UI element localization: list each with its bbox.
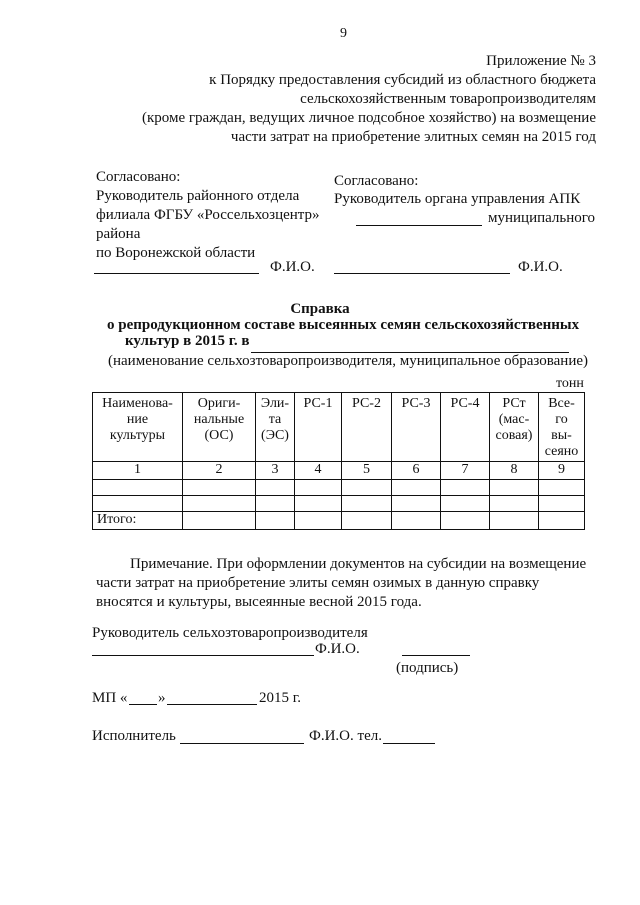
header-text: РС-1	[303, 396, 333, 411]
table-cell[interactable]	[93, 480, 183, 496]
header-text: РС-2	[352, 396, 381, 411]
column-number: 5	[342, 462, 392, 480]
table-cell[interactable]	[183, 480, 256, 496]
table-cell[interactable]	[342, 480, 392, 496]
header-text: та	[268, 412, 282, 427]
column-number: 6	[392, 462, 441, 480]
stamp-label: МП «	[92, 690, 128, 706]
table-cell[interactable]	[490, 496, 539, 512]
header-cell	[392, 393, 441, 462]
header-text: (ЭС)	[261, 428, 289, 443]
column-number: 7	[441, 462, 490, 480]
table-cell[interactable]	[256, 512, 295, 530]
header-text: Эли-	[260, 396, 290, 411]
approval-right-fio: Ф.И.О.	[518, 259, 563, 275]
approval-left-line: филиала ФГБУ «Россельхозцентр»	[96, 207, 320, 223]
table-cell[interactable]	[93, 496, 183, 512]
doc-title: Справка	[290, 301, 350, 317]
header-text: совая)	[495, 428, 533, 443]
header-text: го	[555, 412, 568, 427]
header-cell	[295, 393, 342, 462]
table-cell[interactable]	[392, 512, 441, 530]
executor-label: Исполнитель	[92, 728, 176, 744]
header-cell	[256, 393, 295, 462]
header-text: Все-	[548, 396, 575, 411]
approval-right-agreed: Согласовано:	[334, 173, 419, 189]
table-cell[interactable]	[539, 512, 585, 530]
header-text: вы-	[551, 428, 572, 443]
head-fio: Ф.И.О.	[315, 641, 360, 657]
stamp-mid: »	[158, 690, 166, 706]
approval-left	[96, 168, 320, 263]
stamp-year: 2015 г.	[259, 690, 301, 706]
approval-left-agreed: Согласовано:	[96, 169, 181, 185]
header-text: (ОС)	[204, 428, 234, 443]
table-header-row	[93, 393, 585, 462]
approval-left-line: по Воронежской области	[96, 245, 256, 261]
approval-left-fio: Ф.И.О.	[270, 259, 315, 275]
month-line	[167, 704, 257, 705]
appendix-header	[142, 52, 596, 147]
table-cell[interactable]	[490, 480, 539, 496]
appendix-line: (кроме граждан, ведущих личное подсобное хозяйство) на возмещение	[141, 110, 596, 126]
header-text: Ориги-	[197, 396, 241, 411]
table-cell[interactable]	[342, 496, 392, 512]
signature-line	[334, 273, 510, 274]
column-number: 1	[93, 462, 183, 480]
approval-left-line: Руководитель районного отдела	[96, 188, 300, 204]
head-label: Руководитель сельхозтоваропроизводителя	[92, 625, 368, 641]
executor-fio: Ф.И.О. тел.	[309, 728, 382, 744]
header-cell	[183, 393, 256, 462]
column-number: 9	[539, 462, 585, 480]
header-cell	[93, 393, 183, 462]
table-row	[93, 496, 585, 512]
header-text: сеяно	[544, 444, 579, 459]
day-line	[129, 704, 157, 705]
header-cell	[441, 393, 490, 462]
column-number: 4	[295, 462, 342, 480]
table-cell[interactable]	[441, 480, 490, 496]
table-cell[interactable]	[295, 480, 342, 496]
column-number: 8	[490, 462, 539, 480]
header-cell	[490, 393, 539, 462]
table-cell[interactable]	[539, 496, 585, 512]
appendix-line: к Порядку предоставления субсидий из областного бюджета	[209, 72, 596, 88]
header-text: (мас-	[498, 412, 530, 427]
page-number: 9	[340, 26, 347, 41]
note-line: Примечание. При оформлении документов на субсидии на возмещение	[130, 556, 587, 572]
table-cell[interactable]	[256, 496, 295, 512]
table-cell[interactable]	[183, 496, 256, 512]
executor-line	[180, 743, 304, 744]
table-number-row	[93, 462, 585, 480]
crop-table	[92, 392, 585, 530]
column-number: 2	[183, 462, 256, 480]
header-text: ние	[126, 412, 149, 427]
approval-right-line2: муниципального	[488, 210, 596, 226]
signature-line	[92, 655, 314, 656]
appendix-line: части затрат на приобретение элитных семян на 2015 год	[230, 129, 596, 145]
table-cell[interactable]	[441, 496, 490, 512]
signature-line	[356, 225, 482, 226]
table-cell[interactable]	[342, 512, 392, 530]
header-cell	[342, 393, 392, 462]
table-total-row	[93, 512, 585, 530]
table-cell[interactable]	[490, 512, 539, 530]
approval-right-line1: Руководитель органа управления АПК	[334, 191, 581, 207]
signature-line	[402, 655, 470, 656]
sign-label: (подпись)	[396, 660, 459, 676]
table-row	[93, 480, 585, 496]
signature-line	[94, 273, 259, 274]
doc-subtitle: (наименование сельхозтоваропроизводителя, муниципальное образование)	[108, 353, 588, 369]
note-line: вносятся и культуры, высеянные весной 2015 года.	[96, 594, 422, 610]
table-cell[interactable]	[441, 512, 490, 530]
phone-line	[383, 743, 435, 744]
note-line: части затрат на приобретение элиты семян озимых в данную справку	[96, 575, 540, 591]
approval-left-line: района	[96, 226, 141, 242]
unit-label: тонн	[556, 376, 584, 391]
table-cell[interactable]	[392, 496, 441, 512]
doc-title-line2: культур в 2015 г. в	[125, 333, 250, 349]
header-text: нальные	[193, 412, 245, 427]
header-text: культуры	[109, 428, 166, 443]
table-cell[interactable]	[183, 512, 256, 530]
column-number: 3	[256, 462, 295, 480]
header-cell	[539, 393, 585, 462]
header-text: РС-4	[450, 396, 480, 411]
table-cell[interactable]	[295, 512, 342, 530]
header-text: Наименова-	[102, 396, 173, 411]
total-label: Итого:	[93, 512, 183, 530]
table-cell[interactable]	[539, 480, 585, 496]
header-text: РСт	[502, 396, 526, 411]
appendix-line: Приложение № 3	[486, 53, 596, 69]
appendix-line: сельскохозяйственным товаропроизводителям	[300, 91, 596, 107]
doc-title-line1: о репродукционном составе высеянных семян сельскохозяйственных	[107, 317, 580, 333]
table-cell[interactable]	[392, 480, 441, 496]
header-text: РС-3	[401, 396, 431, 411]
table-cell[interactable]	[256, 480, 295, 496]
table-cell[interactable]	[295, 496, 342, 512]
